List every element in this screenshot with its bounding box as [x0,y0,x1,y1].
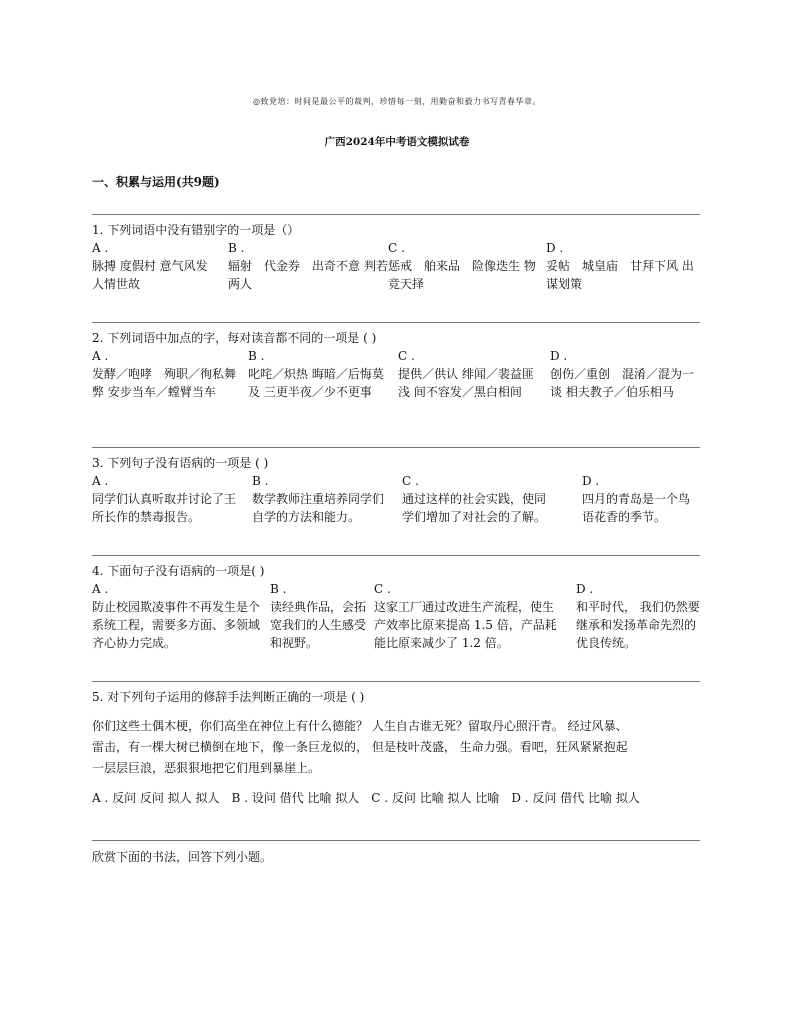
option-letter: D . [550,349,568,363]
option-text: 防止校园欺凌事件不再发生是个系统工程，需要多方面、多领域齐心协力完成。 [92,600,261,650]
question-1 [92,221,700,319]
option-letter: B . [248,349,265,363]
question-2 [92,329,700,427]
question-5 [92,688,700,807]
next-prompt: 欣赏下面的书法，回答下列小题。 [92,850,273,864]
question-stem: 3. 下列句子没有语病的一项是 ( ) [92,456,269,470]
option-text: 提供／供认 绯闻／裴益匪浅 间不容发／黑白相间 [398,367,534,399]
motto-header: ◎致党培：时间是最公平的裁判，珍惜每一刻，用勤奋和毅力书写青春华章。 [253,97,541,106]
option-b [248,347,390,401]
section-heading: 一、积累与运用(共9题) [92,175,220,189]
option-a [92,580,264,652]
divider [92,840,700,841]
option-text: 发酵／咆哮 殉职／徇私舞弊 安步当车／螳臂当车 [92,367,237,399]
question-4 [92,562,700,660]
option-text: 读经典作品，会拓宽我们的人生感受和视野。 [270,600,367,650]
question-3 [92,454,700,552]
passage-line: 雷击，有一棵大树已横倒在地下，像一条巨龙似的， 但是枝叶茂盛， 生命力强。看吧，狂风紧紧抱起 [92,740,628,754]
page-title: 广西2024年中考语文模拟试卷 [324,136,470,148]
question-passage [92,716,700,779]
divider [92,322,700,323]
option-d [546,239,700,293]
option-letter: B . [228,241,245,255]
option-text: 同学们认真听取并讨论了王所长作的禁毒报告。 [92,492,237,524]
question-stem: 2. 下列词语中加点的字，每对读音都不同的一项是 ( ) [92,331,377,345]
divider [92,681,700,682]
option-letter: C . [374,582,391,596]
option-text: 脉搏 度假村 意气风发 人情世故 [92,259,208,291]
option-b [228,239,388,293]
option-a [92,239,220,293]
question-stem: 4. 下面句子没有语病的一项是( ) [92,564,265,578]
option-c [374,580,564,652]
option-text: 辐射 代金券 出奇不意 判若两人 [228,259,388,291]
option-letter: A . [92,349,109,363]
option-letter: D . [582,474,600,488]
option-letter: C . [388,241,405,255]
option-text: 通过这样的社会实践，使同学们增加了对社会的了解。 [402,492,547,524]
option-text: 叱咤／炽热 晦暗／后悔莫及 三更半夜／少不更事 [248,367,384,399]
passage-line: 你们这些土偶木梗，你们高坐在神位上有什么德能？ 人生自古谁无死？留取丹心照汗青。 经过风暴、 [92,719,628,733]
option-text: 妥帖 城皇庙 甘拜下风 出谋划策 [546,259,694,291]
divider [92,214,700,215]
option-letter: A . [92,474,109,488]
option-d [576,580,700,652]
option-text: 四月的青岛是一个鸟语花香的季节。 [582,492,691,524]
option-letter: D . [576,582,594,596]
divider [92,447,700,448]
option-text: 数学教师注重培养同学们自学的方法和能力。 [252,492,385,524]
option-letter: B . [270,582,287,596]
option-letter: C . [402,474,419,488]
option-text: 这家工厂通过改进生产流程，使生产效率比原来提高 1.5 倍，产品耗能比原来减少了 1.2 倍。 [374,600,557,650]
option-letter: D . [546,241,564,255]
option-text: 和平时代， 我们仍然要继承和发扬革命先烈的优良传统。 [576,600,700,650]
options-row [92,472,700,552]
option-c [388,239,542,293]
option-text: 创伤／重创 混淆／混为一谈 相夫教子／伯乐相马 [550,367,695,399]
option-letter: C . [398,349,415,363]
option-b [252,472,394,526]
options-row [92,347,700,427]
option-d [582,472,700,526]
option-c [402,472,556,526]
option-a [92,472,246,526]
question-stem: 1. 下列词语中没有错别字的一项是（） [92,223,300,237]
question-stem: 5. 对下列句子运用的修辞手法判断正确的一项是 ( ) [92,690,365,704]
answer-options: A . 反问 反问 拟人 拟人 B . 设问 借代 比喻 拟人 C . 反问 比喻 拟人 比喻 D . 反问 借代 比喻 拟人 [92,791,640,805]
option-b [270,580,370,652]
option-text: 惩戒 舶来品 险像迭生 物竞天择 [388,259,536,291]
option-a [92,347,242,401]
options-row [92,239,700,319]
option-letter: A . [92,582,109,596]
option-c [398,347,542,401]
option-letter: A . [92,241,109,255]
passage-line: 一层层巨浪，恶狠狠地把它们甩到暴崖上。 [92,761,321,775]
divider [92,555,700,556]
options-row [92,580,700,660]
option-d [550,347,700,401]
option-letter: B . [252,474,269,488]
